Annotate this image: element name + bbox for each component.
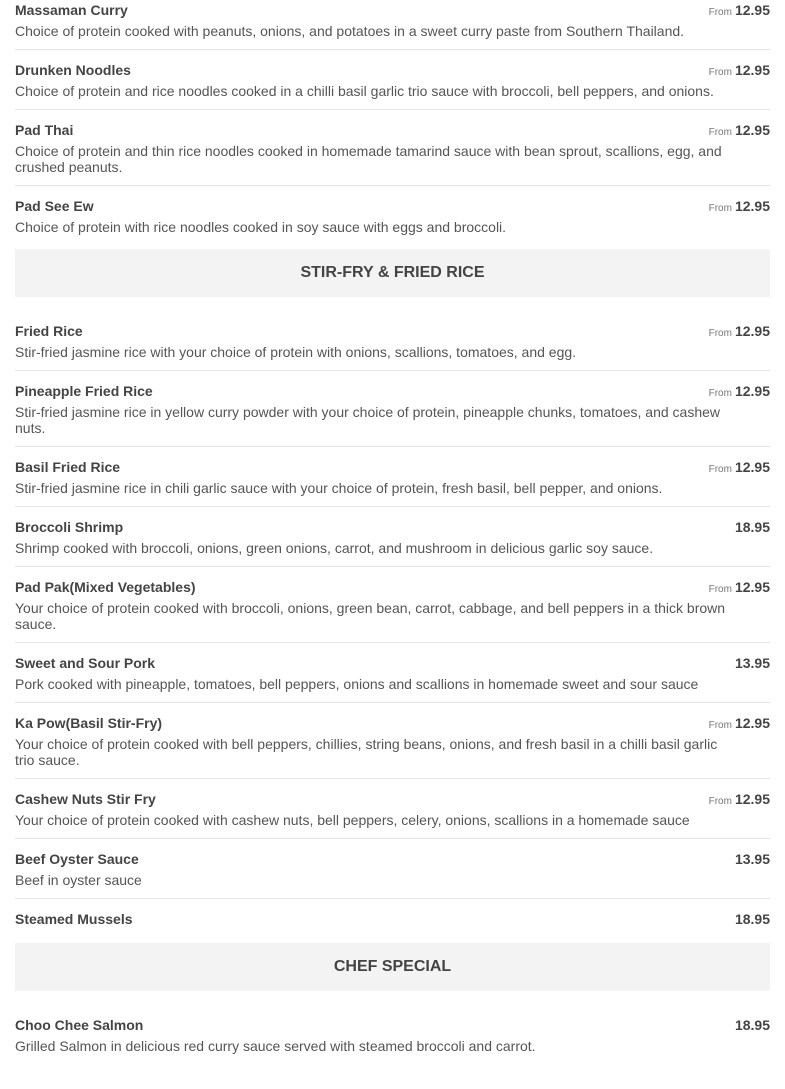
menu-item-price-group bbox=[709, 196, 770, 219]
menu-item[interactable] bbox=[15, 567, 770, 643]
menu-item-name: Pad Pak(Mixed Vegetables) bbox=[15, 579, 196, 595]
menu-item-price-group bbox=[735, 517, 770, 537]
menu-item-price-group bbox=[735, 849, 770, 869]
menu-item-price: 12.95 bbox=[734, 791, 770, 807]
menu-item-price-group bbox=[709, 60, 770, 83]
menu-item-header bbox=[15, 849, 770, 869]
menu-item-header bbox=[15, 577, 770, 597]
price-from-label: From bbox=[708, 328, 732, 339]
menu-item-price: 13.95 bbox=[734, 655, 770, 671]
price-from-label: From bbox=[708, 127, 732, 138]
menu-item[interactable] bbox=[15, 0, 770, 50]
menu-item-header bbox=[15, 1015, 770, 1035]
menu-item[interactable] bbox=[15, 899, 770, 943]
menu-item-header bbox=[15, 321, 770, 341]
menu-item-header bbox=[15, 909, 770, 929]
menu-item-price: 18.95 bbox=[734, 1017, 770, 1033]
menu-item[interactable] bbox=[15, 110, 770, 186]
menu-item[interactable] bbox=[15, 186, 770, 249]
price-from-label: From bbox=[708, 388, 732, 399]
price-from-label: From bbox=[708, 203, 732, 214]
menu-item-name: Massaman Curry bbox=[15, 2, 128, 18]
menu-item-price-group bbox=[735, 1015, 770, 1035]
menu-item-description: Your choice of protein cooked with broccoli, onions, green bean, carrot, cabbage, and bell peppers in a thick brown sauce. bbox=[15, 600, 726, 632]
menu-item-header bbox=[15, 653, 770, 673]
menu-item-header bbox=[15, 60, 770, 80]
menu-item[interactable] bbox=[15, 507, 770, 567]
menu-item[interactable] bbox=[15, 839, 770, 899]
menu-item-description: Pork cooked with pineapple, tomatoes, bell peppers, onions and scallions in homemade sweet and sour sauce bbox=[15, 676, 699, 692]
menu-item[interactable] bbox=[15, 447, 770, 507]
menu-item[interactable] bbox=[15, 779, 770, 839]
menu-item-price-group bbox=[709, 0, 770, 23]
menu-item-name: Pineapple Fried Rice bbox=[15, 383, 153, 399]
menu-item-name: Beef Oyster Sauce bbox=[15, 851, 139, 867]
menu-item-price-group bbox=[735, 653, 770, 673]
menu-item-header bbox=[15, 517, 770, 537]
price-from-label: From bbox=[708, 796, 732, 807]
price-from-label: From bbox=[708, 720, 732, 731]
menu-item-price-group bbox=[709, 789, 770, 812]
menu-item-name: Sweet and Sour Pork bbox=[15, 655, 156, 671]
menu-item-description: Choice of protein with rice noodles cooked in soy sauce with eggs and broccoli. bbox=[15, 219, 507, 235]
menu-item-price: 12.95 bbox=[734, 198, 770, 214]
menu-item-description: Shrimp cooked with broccoli, onions, green onions, carrot, and mushroom in delicious garlic soy sauce. bbox=[15, 540, 654, 556]
menu-item-price: 12.95 bbox=[734, 2, 770, 18]
menu-item-description: Choice of protein and thin rice noodles cooked in homemade tamarind sauce with bean sprout, scallions, egg, and crushed peanuts. bbox=[15, 143, 722, 175]
price-from-label: From bbox=[708, 67, 732, 78]
menu-item[interactable] bbox=[15, 50, 770, 110]
menu-item-price-group bbox=[709, 120, 770, 143]
price-from-label: From bbox=[708, 464, 732, 475]
menu-item-name: Pad See Ew bbox=[15, 198, 94, 214]
menu-item-price-group bbox=[709, 381, 770, 404]
menu-item[interactable] bbox=[15, 703, 770, 779]
menu-item[interactable] bbox=[15, 371, 770, 447]
menu-item-price-group bbox=[709, 457, 770, 480]
menu-item-name: Fried Rice bbox=[15, 323, 83, 339]
section-header: CHEF SPECIAL bbox=[15, 943, 770, 991]
price-from-label: From bbox=[708, 584, 732, 595]
menu-item-description: Choice of protein cooked with peanuts, onions, and potatoes in a sweet curry paste from Southern Thailand. bbox=[15, 23, 685, 39]
menu-item-price: 12.95 bbox=[734, 459, 770, 475]
menu-item-description: Stir-fried jasmine rice with your choice of protein with onions, scallions, tomatoes, and egg. bbox=[15, 344, 577, 360]
menu-item-header bbox=[15, 120, 770, 140]
menu-item-header bbox=[15, 196, 770, 216]
menu-item-name: Ka Pow(Basil Stir-Fry) bbox=[15, 715, 163, 731]
menu-item-name: Basil Fried Rice bbox=[15, 459, 121, 475]
menu-item[interactable] bbox=[15, 643, 770, 703]
menu-item-name: Steamed Mussels bbox=[15, 911, 133, 927]
menu-item-price: 12.95 bbox=[734, 715, 770, 731]
menu-item-name: Pad Thai bbox=[15, 122, 74, 138]
menu-item-name: Broccoli Shrimp bbox=[15, 519, 124, 535]
section-header: STIR-FRY & FRIED RICE bbox=[15, 249, 770, 297]
menu-item-description: Choice of protein and rice noodles cooked in a chilli basil garlic trio sauce with broccoli, bell peppers, and onions. bbox=[15, 83, 714, 99]
menu-item-price: 18.95 bbox=[734, 911, 770, 927]
menu-item-price: 13.95 bbox=[734, 851, 770, 867]
menu-item[interactable] bbox=[15, 311, 770, 371]
menu-item-price: 12.95 bbox=[734, 62, 770, 78]
menu-list bbox=[15, 0, 770, 1064]
menu-item-description: Stir-fried jasmine rice in chili garlic sauce with your choice of protein, fresh basil, bell pepper, and onions. bbox=[15, 480, 663, 496]
menu-item-price-group bbox=[709, 577, 770, 600]
menu-item-description: Stir-fried jasmine rice in yellow curry powder with your choice of protein, pineapple chunks, tomatoes, and cashew nuts. bbox=[15, 404, 721, 436]
menu-item-price-group bbox=[709, 713, 770, 736]
menu-item-header bbox=[15, 713, 770, 733]
menu-item[interactable] bbox=[15, 1005, 770, 1064]
menu-item-name: Choo Chee Salmon bbox=[15, 1017, 144, 1033]
menu-item-price: 12.95 bbox=[734, 122, 770, 138]
menu-item-price: 12.95 bbox=[734, 579, 770, 595]
menu-item-description: Grilled Salmon in delicious red curry sauce served with steamed broccoli and carrot. bbox=[15, 1038, 536, 1054]
menu-item-header bbox=[15, 789, 770, 809]
menu-item-header bbox=[15, 0, 770, 20]
menu-item-description: Your choice of protein cooked with bell peppers, chillies, string beans, onions, and fresh basil in a chilli basil garlic trio sauce. bbox=[15, 736, 718, 768]
menu-item-description: Beef in oyster sauce bbox=[15, 872, 142, 888]
menu-item-description: Your choice of protein cooked with cashew nuts, bell peppers, celery, onions, scallions in a homemade sauce bbox=[15, 812, 690, 828]
menu-item-price: 12.95 bbox=[734, 383, 770, 399]
menu-item-price: 12.95 bbox=[734, 323, 770, 339]
price-from-label: From bbox=[708, 7, 732, 18]
menu-item-header bbox=[15, 381, 770, 401]
menu-item-header bbox=[15, 457, 770, 477]
menu-item-name: Drunken Noodles bbox=[15, 62, 131, 78]
menu-item-price: 18.95 bbox=[734, 519, 770, 535]
menu-item-price-group bbox=[735, 909, 770, 929]
menu-item-name: Cashew Nuts Stir Fry bbox=[15, 791, 156, 807]
menu-item-price-group bbox=[709, 321, 770, 344]
